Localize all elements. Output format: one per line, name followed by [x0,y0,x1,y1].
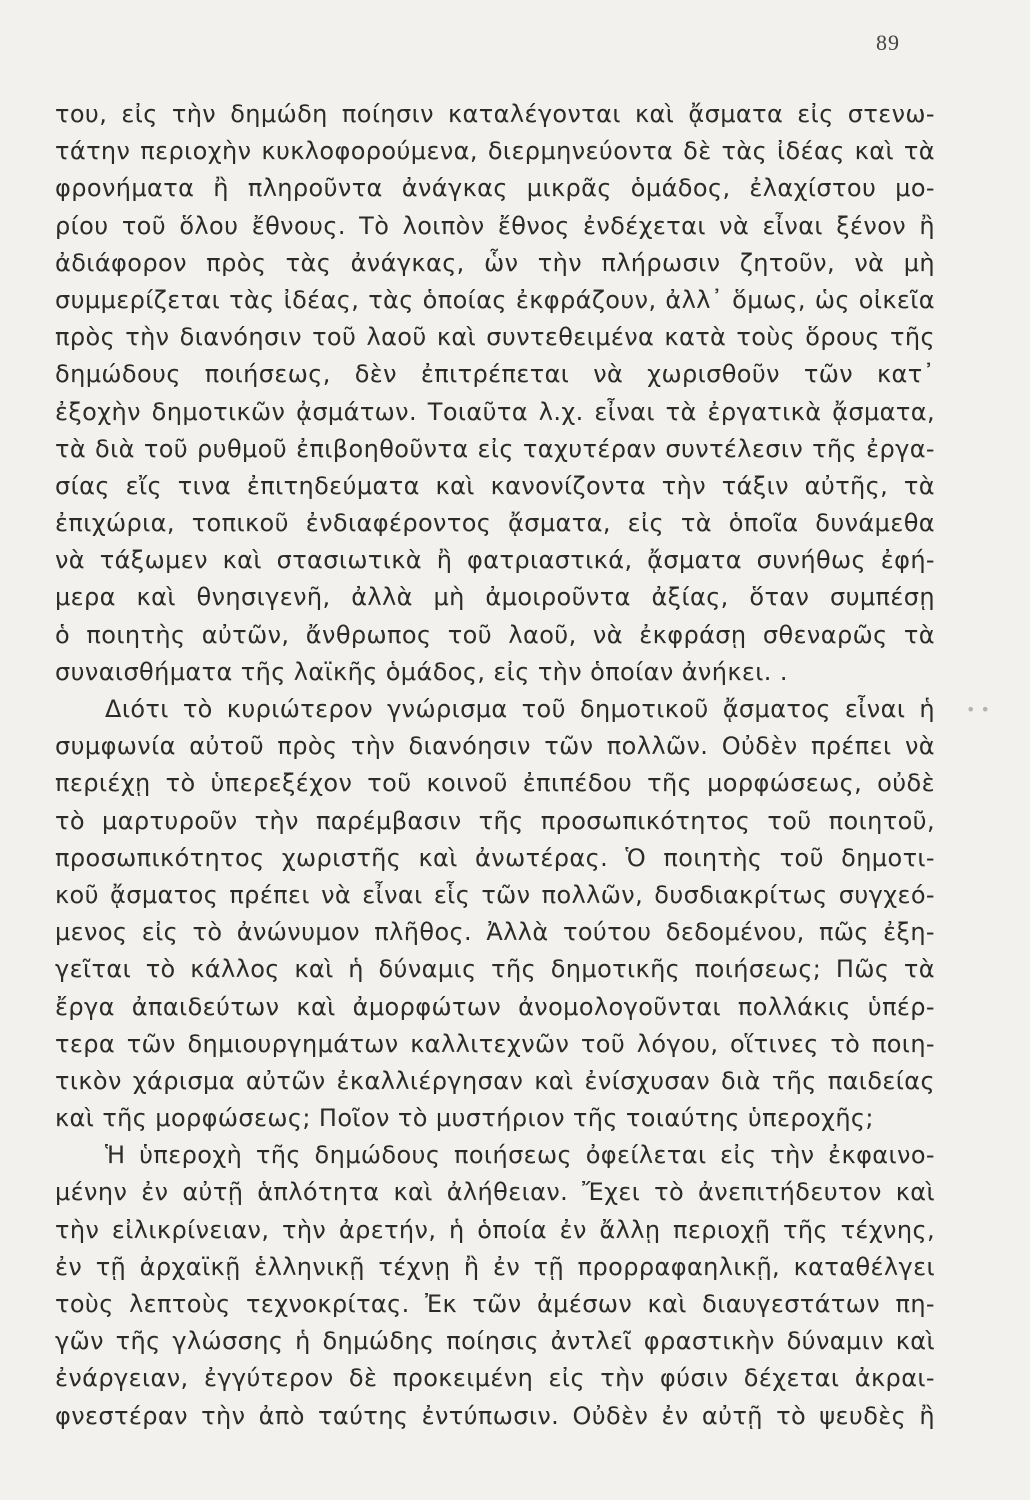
text-line: ρίου τοῦ ὅλου ἔθνους. Τὸ λοιπὸν ἔθνος ἐνδέχεται νὰ εἶναι ξένον ἢ [55,211,935,240]
text-line: σίας εἴς τινα ἐπιτηδεύματα καὶ κανονίζοντα τὴν τάξιν αὐτῆς, τὰ [55,471,935,500]
text-line: κοῦ ᾄσματος πρέπει νὰ εἶναι εἷς τῶν πολλῶν, δυσδιακρίτως συγχεό- [55,880,935,909]
text-line: ὁ ποιητὴς αὐτῶν, ἄνθρωπος τοῦ λαοῦ, νὰ ἐκφράσῃ σθεναρῶς τὰ [55,620,935,649]
text-line: ἐνάργειαν, ἐγγύτερον δὲ προκειμένη εἰς τὴν φύσιν δέχεται ἀκραι- [55,1364,935,1393]
text-line: πρὸς τὴν διανόησιν τοῦ λαοῦ καὶ συντεθειμένα κατὰ τοὺς ὅρους τῆς [55,323,935,352]
text-line: περιέχῃ τὸ ὑπερεξέχον τοῦ κοινοῦ ἐπιπέδου τῆς μορφώσεως, οὐδὲ [55,769,935,798]
text-line: τὸ μαρτυροῦν τὴν παρέμβασιν τῆς προσωπικότητος τοῦ ποιητοῦ, [55,806,935,835]
text-line: Ἡ ὑπεροχὴ τῆς δημώδους ποιήσεως ὀφείλεται εἰς τὴν ἐκφαινο- [105,1141,935,1170]
text-line: φρονήματα ἢ πληροῦντα ἀνάγκας μικρᾶς ὁμάδος, ἐλαχίστου μο- [55,174,935,203]
text-line: συμφωνία αὐτοῦ πρὸς τὴν διανόησιν τῶν πολλῶν. Οὐδὲν πρέπει νὰ [55,732,935,761]
text-line: γῶν τῆς γλώσσης ἡ δημώδης ποίησις ἀντλεῖ φραστικὴν δύναμιν καὶ [55,1327,935,1356]
text-line: προσωπικότητος χωριστῆς καὶ ἀνωτέρας. Ὁ ποιητὴς τοῦ δημοτι- [55,843,935,872]
text-line: καὶ τῆς μορφώσεως; Ποῖον τὸ μυστήριον τῆς τοιαύτης ὑπεροχῆς; [55,1104,874,1133]
text-line: ἐξοχὴν δημοτικῶν ᾀσμάτων. Τοιαῦτα λ.χ. εἶναι τὰ ἐργατικὰ ᾄσματα, [55,397,935,426]
text-line: του, εἰς τὴν δημώδη ποίησιν καταλέγονται καὶ ᾄσματα εἰς στενω- [55,100,935,128]
text-line: τάτην περιοχὴν κυκλοφορούμενα, διερμηνεύοντα δὲ τὰς ἰδέας καὶ τὰ [55,137,935,166]
text-line: τοὺς λεπτοὺς τεχνοκρίτας. Ἐκ τῶν ἀμέσων καὶ διαυγεστάτων πη- [55,1290,935,1318]
text-line: συμμερίζεται τὰς ἰδέας, τὰς ὁποίας ἐκφράζουν, ἀλλ᾿ ὅμως, ὡς οἰκεῖα [55,285,935,314]
text-line: ἔργα ἀπαιδεύτων καὶ ἀμορφώτων ἀνομολογοῦνται πολλάκις ὑπέρ- [55,992,935,1021]
text-line: νὰ τάξωμεν καὶ στασιωτικὰ ἢ φατριαστικά, ᾄσματα συνήθως ἐφή- [55,546,935,575]
text-line: τὰ διὰ τοῦ ρυθμοῦ ἐπιβοηθοῦντα εἰς ταχυτέραν συντέλεσιν τῆς ἐργα- [55,434,935,463]
body-text [55,96,935,1435]
text-line: ἐν τῇ ἀρχαϊκῇ ἑλληνικῇ τέχνῃ ἢ ἐν τῇ προρραφαηλικῇ, καταθέλγει [55,1252,935,1281]
text-line: συναισθήματα τῆς λαϊκῆς ὁμάδος, εἰς τὴν ὁποίαν ἀνήκει. . [55,657,788,686]
text-line: τικὸν χάρισμα αὐτῶν ἐκαλλιέργησαν καὶ ἐνίσχυσαν διὰ τῆς παιδείας [55,1066,935,1095]
text-line: δημώδους ποιήσεως, δὲν ἐπιτρέπεται νὰ χωρισθοῦν τῶν κατ᾿ [55,360,935,389]
text-line: μένην ἐν αὐτῇ ἁπλότητα καὶ ἀλήθειαν. Ἔχει τὸ ἀνεπιτήδευτον καὶ [55,1178,935,1207]
text-line: ἐπιχώρια, τοπικοῦ ἐνδιαφέροντος ᾄσματα, εἰς τὰ ὁποῖα δυνάμεθα [55,509,935,538]
text-line: τερα τῶν δημιουργημάτων καλλιτεχνῶν τοῦ λόγου, οἵτινες τὸ ποιη- [55,1029,935,1058]
margin-mark: • • [966,700,990,719]
text-line: Διότι τὸ κυριώτερον γνώρισμα τοῦ δημοτικοῦ ᾄσματος εἶναι ἡ [105,695,935,723]
text-line: τὴν εἰλικρίνειαν, τὴν ἀρετήν, ἡ ὁποία ἐν ἄλλῃ περιοχῇ τῆς τέχνης, [55,1215,935,1244]
text-line: φνεστέραν τὴν ἀπὸ ταύτης ἐντύπωσιν. Οὐδὲν ἐν αὐτῇ τὸ ψευδὲς ἢ [55,1401,935,1430]
text-line: γεῖται τὸ κάλλος καὶ ἡ δύναμις τῆς δημοτικῆς ποιήσεως; Πῶς τὰ [55,955,935,984]
text-line: ἀδιάφορον πρὸς τὰς ἀνάγκας, ὧν τὴν πλήρωσιν ζητοῦν, νὰ μὴ [55,248,935,277]
page-number: 89 [876,30,900,55]
text-line: μερα καὶ θνησιγενῆ, ἀλλὰ μὴ ἀμοιροῦντα ἀξίας, ὅταν συμπέσῃ [55,583,935,612]
text-line: μενος εἰς τὸ ἀνώνυμον πλῆθος. Ἀλλὰ τούτου δεδομένου, πῶς ἐξη- [55,918,935,947]
